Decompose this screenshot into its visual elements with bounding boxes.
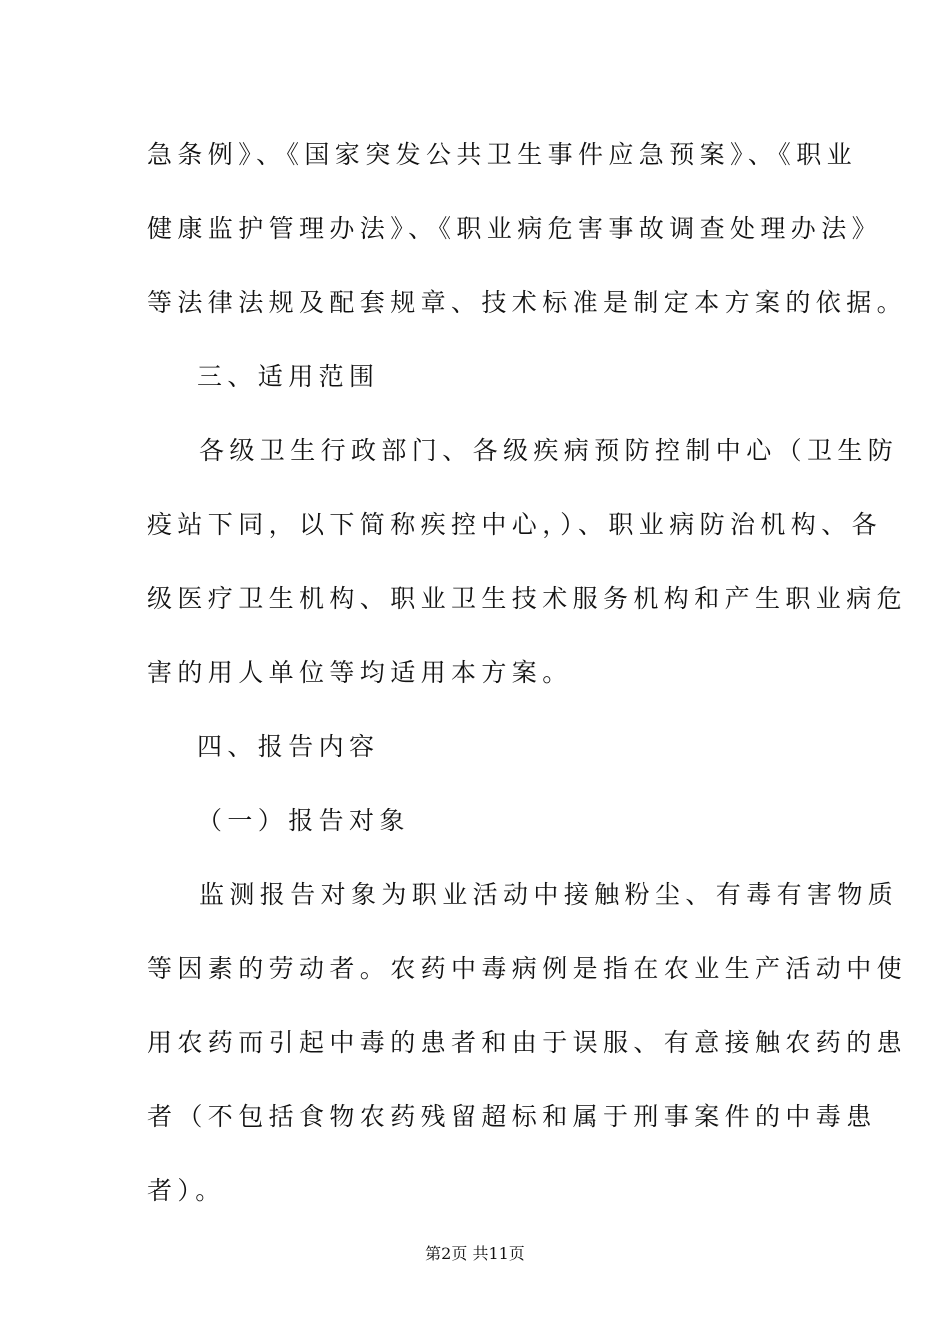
section-heading-scope: 三、适用范围 bbox=[197, 362, 380, 391]
text-line-3: 等法律法规及配套规章、技术标准是制定本方案的依据。 bbox=[147, 288, 908, 317]
text-line-6: 疫站下同，以下简称疾控中心，）、职业病防治机构、各 bbox=[147, 510, 883, 539]
text-line-14: 者（不包括食物农药残留超标和属于刑事案件的中毒患 bbox=[147, 1102, 877, 1131]
text-line-1: 急条例》、《国家突发公共卫生事件应急预案》、《职业 bbox=[147, 140, 858, 169]
text-line-2: 健康监护管理办法》、《职业病危害事故调查处理办法》 bbox=[147, 214, 883, 243]
text-line-15: 者）。 bbox=[147, 1176, 226, 1205]
text-line-7: 级医疗卫生机构、职业卫生技术服务机构和产生职业病危 bbox=[147, 584, 908, 613]
subsection-heading-report-target: （一）报告对象 bbox=[197, 806, 410, 835]
text-line-8: 害的用人单位等均适用本方案。 bbox=[147, 658, 573, 687]
text-line-11: 监测报告对象为职业活动中接触粉尘、有毒有害物质 bbox=[199, 880, 899, 909]
text-line-13: 用农药而引起中毒的患者和由于误服、有意接触农药的患 bbox=[147, 1028, 908, 1057]
text-line-12: 等因素的劳动者。农药中毒病例是指在农业生产活动中使 bbox=[147, 954, 908, 983]
section-heading-report-content: 四、报告内容 bbox=[197, 732, 380, 761]
page-footer: 第2页 共11页 bbox=[425, 1244, 525, 1263]
text-line-5: 各级卫生行政部门、各级疾病预防控制中心（卫生防 bbox=[199, 436, 899, 465]
